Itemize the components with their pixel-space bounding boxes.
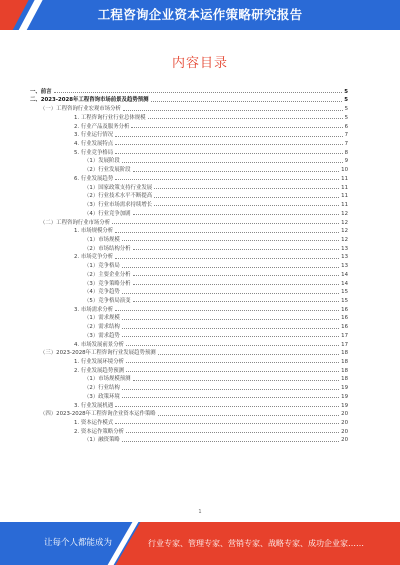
toc-leader-dots (122, 397, 339, 398)
toc-entry[interactable] (30, 103, 348, 112)
toc-page-number: 5 (344, 88, 348, 95)
toc-entry[interactable] (30, 321, 348, 330)
toc-entry[interactable] (30, 86, 348, 95)
toc-leader-dots (115, 258, 339, 259)
toc-leader-dots (115, 136, 342, 137)
toc-entry[interactable] (30, 304, 348, 313)
toc-leader-dots (126, 432, 339, 433)
toc-entry-text: （3）政策环境 (84, 393, 120, 400)
toc-entry-text: 1. 工程咨询行业行业总体规模 (74, 114, 146, 121)
toc-page-number: 7 (344, 132, 348, 139)
toc-entry[interactable] (30, 295, 348, 304)
toc-leader-dots (154, 205, 339, 206)
toc-leader-dots (133, 275, 340, 276)
toc-entry-text: 2. 市场竞争分析 (74, 254, 114, 261)
toc-entry-text: 1. 市场规模分析 (74, 228, 114, 235)
toc-entry[interactable] (30, 138, 348, 147)
toc-entry[interactable] (30, 147, 348, 156)
toc-entry-text: （2）行业发展阶段 (84, 167, 131, 174)
toc-leader-dots (131, 127, 342, 128)
toc-heading: 内容目录 (171, 56, 228, 71)
toc-entry[interactable] (30, 409, 348, 418)
toc-leader-dots (122, 389, 339, 390)
toc-page-number: 9 (344, 158, 348, 165)
toc-entry[interactable] (30, 400, 348, 409)
footer-slogan-left: 让每个人都能成为 (44, 538, 113, 548)
toc-entry[interactable] (30, 182, 348, 191)
toc-page-number: 20 (341, 411, 348, 418)
toc-leader-dots (126, 371, 339, 372)
toc-entry-text: 1. 行业发展环境分析 (74, 359, 124, 365)
toc-entry-text: 2. 行业发展趋势预测 (74, 367, 124, 374)
toc-entry[interactable] (30, 234, 348, 243)
toc-entry[interactable] (30, 382, 348, 391)
toc-entry-text: 3. 行业发展机遇 (74, 402, 114, 409)
toc-entry-text: （1）发展阶段 (84, 158, 120, 165)
toc-page-number: 16 (341, 306, 348, 313)
toc-entry-text: （3）需求趋势 (84, 332, 120, 339)
toc-page-number: 5 (344, 97, 348, 104)
toc-leader-dots (54, 92, 343, 93)
toc-entry-text: （1）市场规模预测 (84, 376, 131, 383)
toc-entry-text: 一、前言 (30, 88, 52, 95)
toc-page-number: 14 (341, 271, 348, 278)
toc-page-number: 11 (341, 193, 348, 200)
toc-entry-text: 3. 市场需求分析 (74, 306, 114, 313)
toc-leader-dots (122, 441, 339, 442)
toc-entry-text: （1）需求规模 (84, 315, 120, 322)
toc-leader-dots (148, 118, 343, 119)
toc-leader-dots (115, 310, 339, 311)
toc-entry[interactable] (30, 208, 348, 217)
toc-page-number: 18 (341, 359, 348, 365)
toc-entry[interactable] (30, 217, 348, 226)
toc-leader-dots (154, 188, 339, 189)
toc-entry-text: 4. 行业发展特点 (74, 141, 114, 148)
toc-leader-dots (158, 415, 340, 416)
toc-entry-text: 1. 资本运作模式 (74, 420, 114, 427)
toc-entry[interactable] (30, 112, 348, 121)
toc-entry[interactable] (30, 164, 348, 173)
toc-entry[interactable] (30, 243, 348, 252)
toc-entry-text: （5）竞争格局演变 (84, 297, 131, 304)
toc-page-number: 18 (341, 350, 348, 357)
toc-entry[interactable] (30, 356, 348, 365)
toc-leader-dots (122, 328, 339, 329)
toc-leader-dots (115, 144, 342, 145)
toc-entry-text: （2）行业结构 (84, 385, 120, 392)
toc-leader-dots (115, 179, 339, 180)
table-of-contents (30, 86, 348, 504)
toc-entry[interactable] (30, 278, 348, 287)
toc-page-number: 16 (341, 315, 348, 322)
toc-leader-dots (122, 267, 339, 268)
toc-leader-dots (112, 223, 339, 224)
toc-page-number: 14 (341, 280, 348, 287)
toc-page-number: 17 (341, 332, 348, 339)
toc-page-number: 15 (341, 289, 348, 296)
toc-entry-text: （二）工程咨询行业市场分析 (40, 219, 111, 226)
toc-page-number: 12 (341, 219, 348, 226)
toc-page-number: 7 (344, 141, 348, 148)
toc-entry[interactable] (30, 191, 348, 200)
toc-entry[interactable] (30, 121, 348, 130)
toc-page-number: 5 (344, 106, 348, 113)
toc-page-number: 20 (341, 428, 348, 435)
toc-entry[interactable] (30, 330, 348, 339)
toc-page-number: 8 (344, 149, 348, 156)
toc-entry[interactable] (30, 426, 348, 435)
toc-entry[interactable] (30, 260, 348, 269)
toc-leader-dots (154, 197, 339, 198)
toc-leader-dots (133, 214, 340, 215)
toc-entry-text: 二、2023-2028年工程咨询市场前景及趋势预测 (30, 97, 149, 104)
toc-page-number: 16 (341, 324, 348, 331)
toc-page-number: 10 (341, 167, 348, 174)
toc-entry-text: 3. 行业运行情况 (74, 132, 114, 139)
toc-page-number: 19 (341, 393, 348, 400)
toc-page-number: 12 (341, 210, 348, 217)
toc-leader-dots (122, 293, 339, 294)
toc-page-number: 5 (344, 114, 348, 121)
toc-entry-text: 5. 行业竞争格局 (74, 149, 114, 156)
toc-entry-text: （3）竞争策略分析 (84, 280, 131, 287)
footer-slogan-right: 行业专家、管理专家、营销专家、战略专家、成功企业家…… (148, 539, 364, 548)
toc-entry-text: （1）国家政策支持行业发展 (84, 184, 153, 191)
toc-page-number: 13 (341, 245, 348, 252)
toc-entry-text: （2）行业技术水平不断提高 (84, 193, 153, 200)
toc-entry[interactable] (30, 417, 348, 426)
toc-entry[interactable] (30, 339, 348, 348)
toc-leader-dots (126, 345, 339, 346)
toc-entry-text: （2）需求结构 (84, 324, 120, 331)
toc-entry[interactable] (30, 435, 348, 444)
toc-entry[interactable] (30, 348, 348, 357)
toc-entry[interactable] (30, 226, 348, 235)
toc-leader-dots (123, 110, 343, 111)
toc-entry-text: 2. 资本运作策略分析 (74, 428, 124, 435)
toc-page-number: 13 (341, 263, 348, 270)
toc-leader-dots (115, 153, 342, 154)
toc-entry[interactable] (30, 95, 348, 104)
toc-leader-dots (133, 171, 340, 172)
toc-entry[interactable] (30, 365, 348, 374)
toc-entry-text: （3）行业市场需求持续增长 (84, 202, 153, 209)
toc-entry-text: 4. 市场发展前景分析 (74, 341, 124, 348)
toc-entry[interactable] (30, 374, 348, 383)
toc-entry[interactable] (30, 199, 348, 208)
toc-page-number: 11 (341, 175, 348, 182)
toc-leader-dots (126, 362, 339, 363)
toc-page-number: 15 (341, 297, 348, 304)
page-number: 1 (198, 509, 202, 515)
toc-entry[interactable] (30, 269, 348, 278)
toc-page-number: 19 (341, 402, 348, 409)
toc-page-number: 20 (341, 437, 348, 444)
toc-page-number: 11 (341, 202, 348, 209)
toc-entry-text: （1）竞争格局 (84, 263, 120, 270)
toc-entry-text: （2）市场结构分析 (84, 245, 131, 252)
footer-banner (0, 522, 400, 565)
toc-page-number: 6 (344, 123, 348, 130)
header-banner (0, 0, 400, 30)
toc-page-number: 12 (341, 236, 348, 243)
toc-entry-text: （4）行业竞争加剧 (84, 210, 131, 217)
toc-leader-dots (122, 319, 339, 320)
toc-leader-dots (133, 380, 340, 381)
toc-entry-text: 6. 行业发展趋势 (74, 175, 114, 182)
toc-page-number: 20 (341, 420, 348, 427)
toc-leader-dots (122, 336, 339, 337)
toc-leader-dots (133, 301, 340, 302)
report-title: 工程咨询企业资本运作策略研究报告 (97, 7, 303, 22)
toc-page-number: 13 (341, 254, 348, 261)
toc-entry[interactable] (30, 173, 348, 182)
toc-entry-text: （一）工程咨询行业宏观市场分析 (40, 106, 121, 113)
toc-leader-dots (151, 101, 343, 102)
toc-page-number: 18 (341, 367, 348, 374)
toc-leader-dots (158, 354, 340, 355)
toc-page-number: 12 (341, 228, 348, 235)
toc-leader-dots (133, 249, 340, 250)
toc-entry[interactable] (30, 287, 348, 296)
toc-entry-text: （2）主要企业分析 (84, 271, 131, 278)
toc-leader-dots (122, 240, 339, 241)
toc-page-number: 17 (341, 341, 348, 348)
toc-entry-text: （1）市场规模 (84, 236, 120, 243)
toc-entry-text: （1）融资策略 (84, 437, 120, 444)
toc-leader-dots (115, 423, 339, 424)
toc-entry-text: （4）竞争趋势 (84, 289, 120, 296)
toc-entry[interactable] (30, 391, 348, 400)
toc-page-number: 11 (341, 184, 348, 191)
toc-entry-text: （四）2023-2028年工程咨询企业资本运作策略 (40, 411, 156, 418)
toc-leader-dots (115, 406, 339, 407)
toc-leader-dots (133, 284, 340, 285)
toc-entry[interactable] (30, 252, 348, 261)
toc-entry[interactable] (30, 130, 348, 139)
toc-entry[interactable] (30, 313, 348, 322)
toc-page-number: 18 (341, 376, 348, 383)
toc-leader-dots (122, 162, 343, 163)
toc-entry[interactable] (30, 156, 348, 165)
toc-leader-dots (115, 232, 339, 233)
toc-entry-text: （三）2023-2028年工程咨询行业发展趋势预测 (40, 350, 156, 357)
toc-entry-text: 2. 行业产品及服务分析 (74, 123, 130, 130)
toc-page-number: 19 (341, 385, 348, 392)
